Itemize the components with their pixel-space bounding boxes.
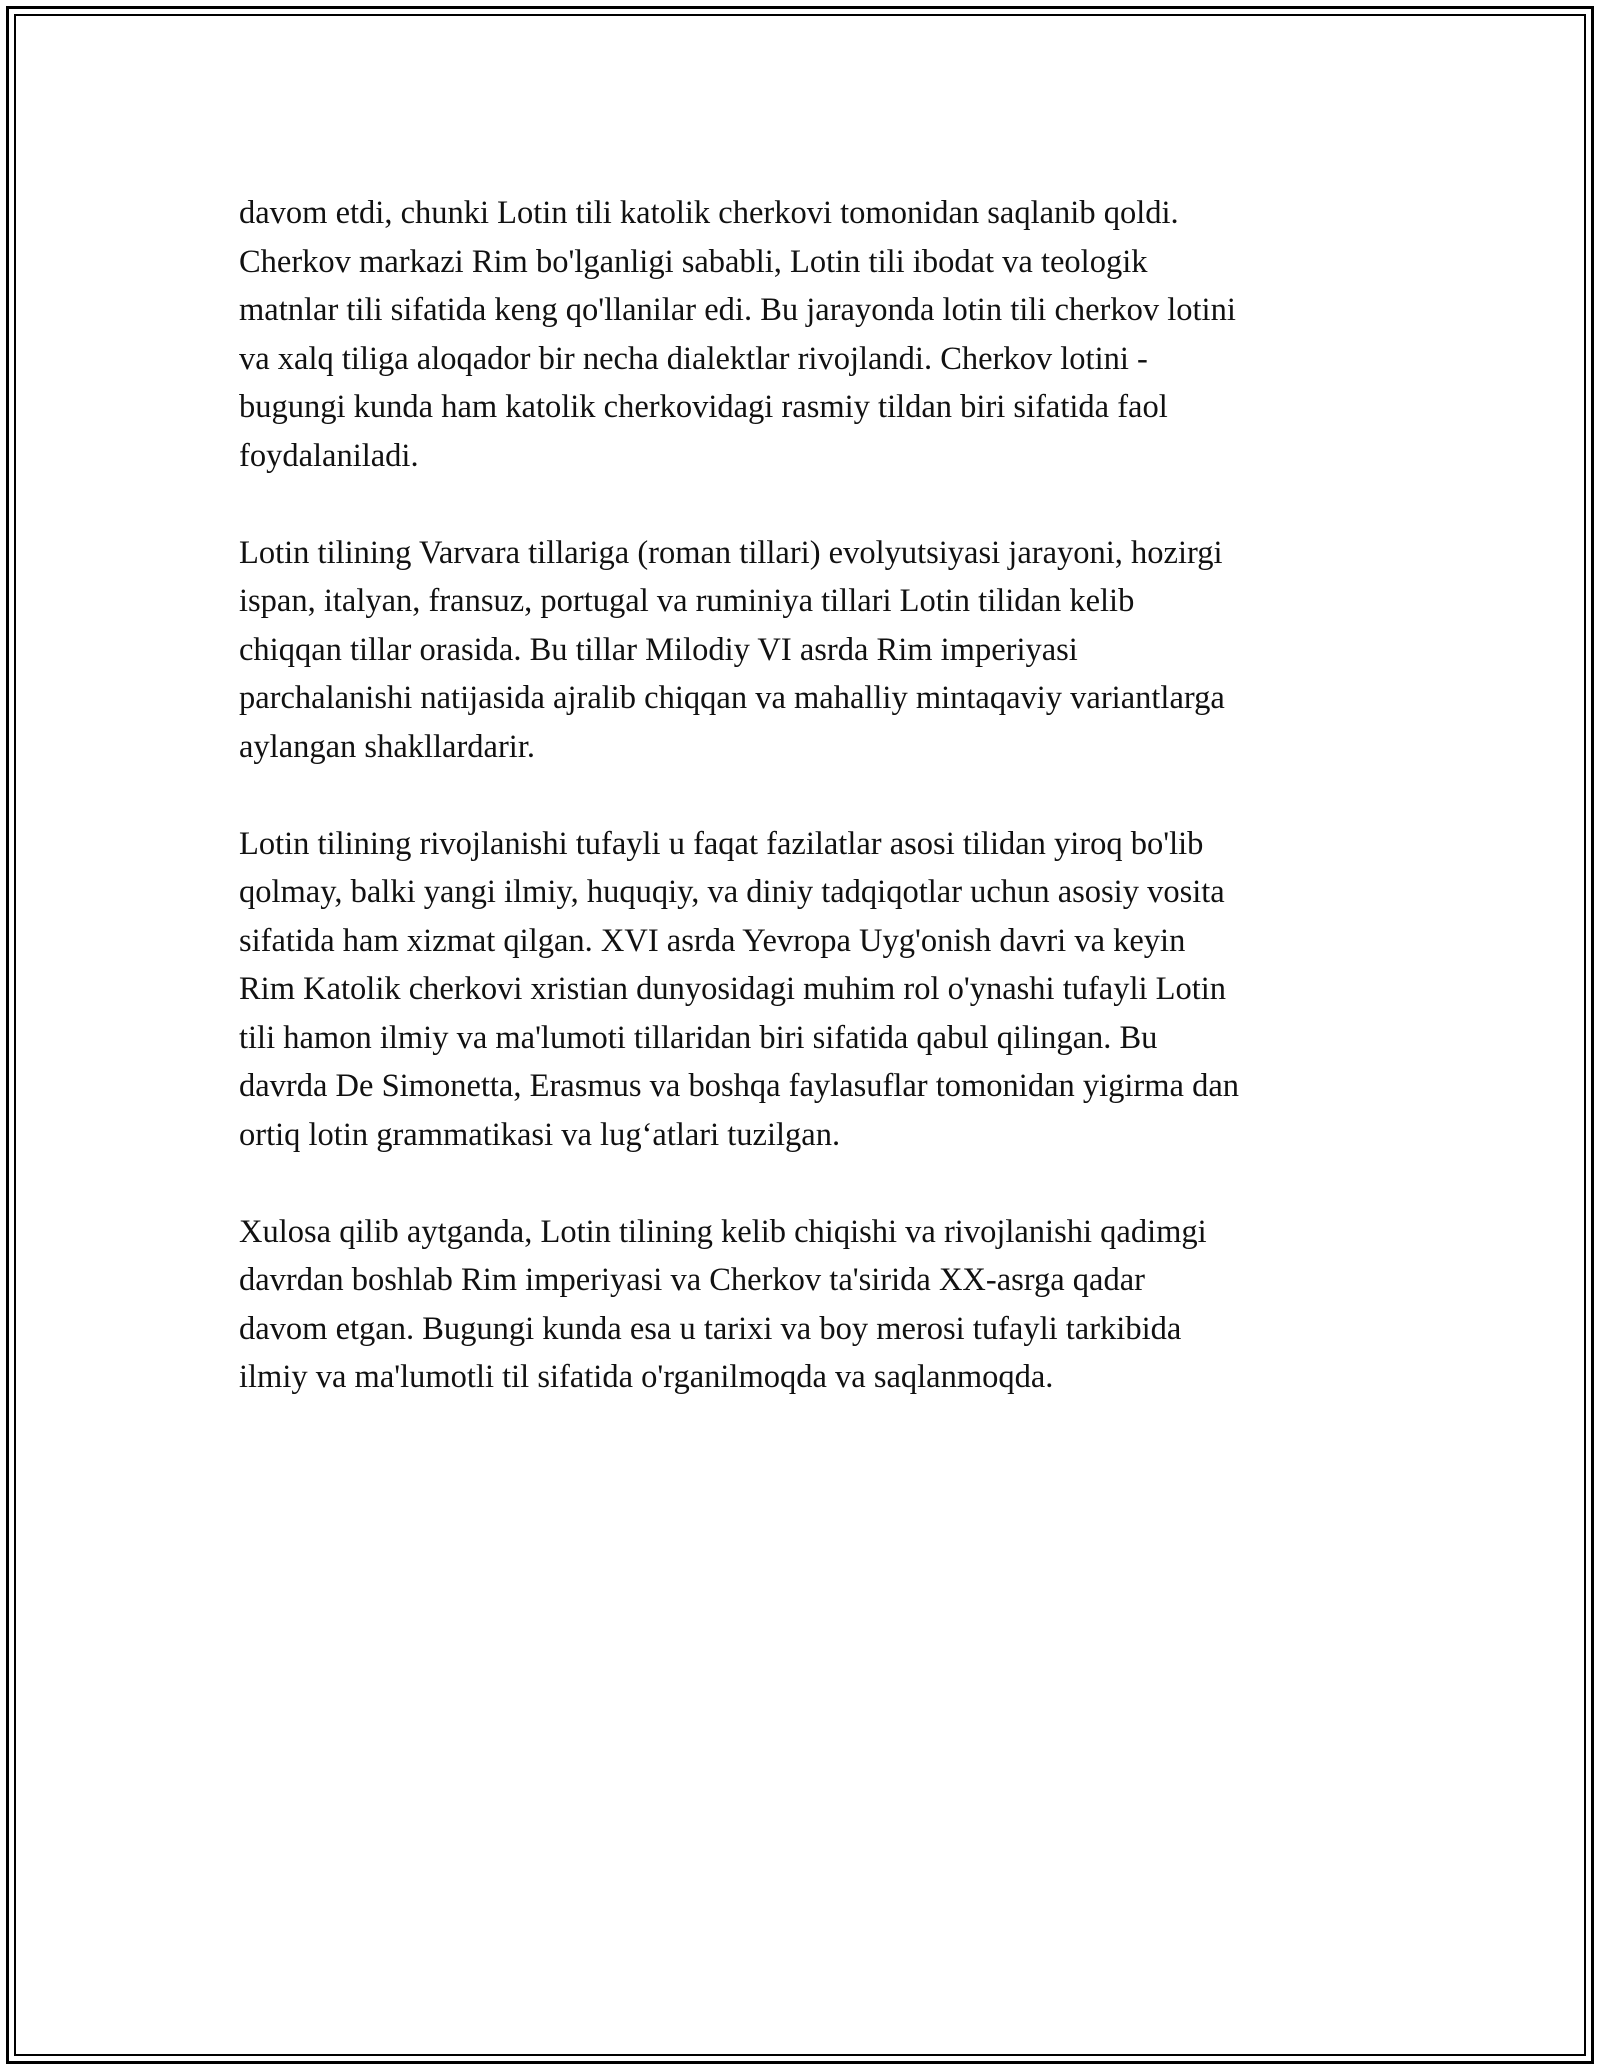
text-line: qolmay, balki yangi ilmiy, huquqiy, va diniy tadqiqotlar uchun asosiy vosita — [239, 874, 1225, 910]
text-line: davom etgan. Bugungi kunda esa u tarixi va boy merosi tufayli tarkibida — [239, 1310, 1182, 1347]
page-frame — [6, 6, 1594, 2064]
text-line: va xalq tiliga aloqador bir necha dialektlar rivojlandi. Cherkov lotini - — [239, 340, 1148, 377]
text-line: ortiq lotin grammatikasi va lug‘atlari tuzilgan. — [239, 1116, 841, 1153]
text-line: parchalanishi natijasida ajralib chiqqan va mahalliy mintaqaviy variantlarga — [239, 680, 1225, 716]
paragraph-2 — [239, 529, 1389, 772]
text-line: davom etdi, chunki Lotin tili katolik cherkovi tomonidan saqlanib qoldi. — [239, 195, 1179, 231]
text-line: ilmiy va ma'lumotli til sifatida o'rganilmoqda va saqlanmoqda. — [239, 1359, 1054, 1395]
paragraph-4 — [239, 1208, 1389, 1402]
text-line: davrdan boshlab Rim imperiyasi va Cherkov ta'sirida XX-asrga qadar — [239, 1262, 1145, 1298]
document-body — [239, 189, 1389, 1450]
text-line: aylangan shakllardarir. — [239, 728, 535, 765]
text-line: ispan, italyan, fransuz, portugal va ruminiya tillari Lotin tilidan kelib — [239, 583, 1135, 619]
text-line: Rim Katolik cherkovi xristian dunyosidagi muhim rol o'ynashi tufayli Lotin — [239, 971, 1227, 1007]
text-line: matnlar tili sifatida keng qo'llanilar edi. Bu jarayonda lotin tili cherkov lotini — [239, 292, 1236, 328]
text-line: sifatida ham xizmat qilgan. XVI asrda Yevropa Uyg'onish davri va keyin — [239, 922, 1186, 959]
text-line: chiqqan tillar orasida. Bu tillar Milodiy VI asrda Rim imperiyasi — [239, 631, 1078, 668]
text-line: Cherkov markazi Rim bo'lganligi sababli, Lotin tili ibodat va teologik — [239, 243, 1148, 280]
paragraph-3 — [239, 820, 1389, 1160]
text-line: Xulosa qilib aytganda, Lotin tilining kelib chiqishi va rivojlanishi qadimgi — [239, 1213, 1207, 1250]
text-line: bugungi kunda ham katolik cherkovidagi rasmiy tildan biri sifatida faol — [239, 389, 1168, 425]
text-line: foydalaniladi. — [239, 437, 419, 474]
text-line: tili hamon ilmiy va ma'lumoti tillaridan biri sifatida qabul qilingan. Bu — [239, 1019, 1158, 1056]
text-line: Lotin tilining Varvara tillariga (roman tillari) evolyutsiyasi jarayoni, hozirgi — [239, 534, 1223, 571]
text-line: Lotin tilining rivojlanishi tufayli u faqat fazilatlar asosi tilidan yiroq bo'lib — [239, 825, 1204, 862]
text-line: davrda De Simonetta, Erasmus va boshqa faylasuflar tomonidan yigirma dan — [239, 1068, 1240, 1104]
paragraph-1 — [239, 189, 1389, 480]
